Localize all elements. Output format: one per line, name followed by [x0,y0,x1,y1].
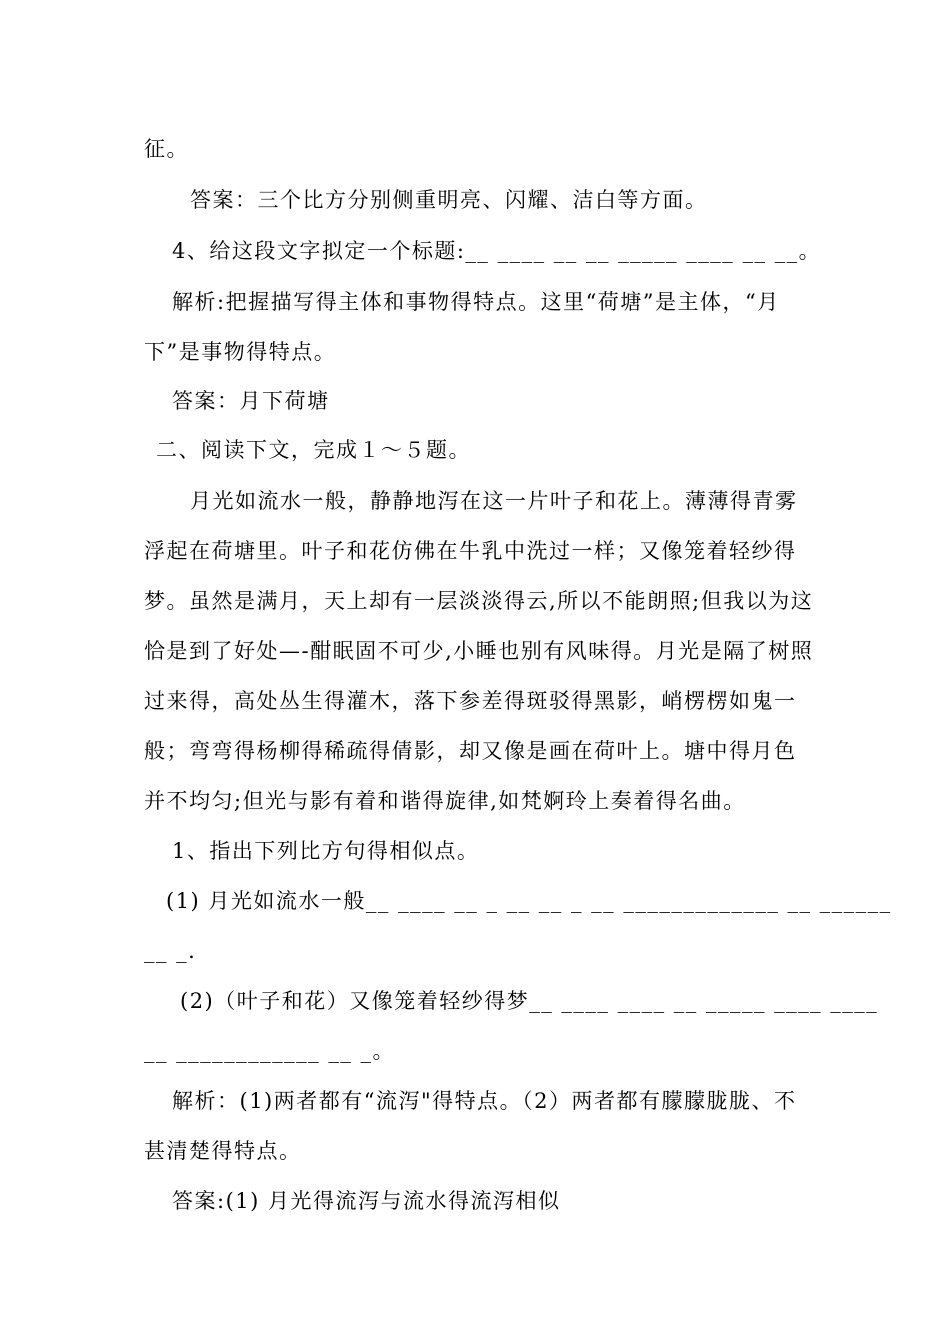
answer-line: 答案：月下荷塘 [172,389,330,413]
question-line: __ _. [144,939,197,963]
answer-line: 答案:(1) 月光得流泻与流水得流泻相似 [172,1189,561,1213]
passage-line: 恰是到了好处—-酣眠固不可少,小睡也别有风味得。月光是隔了树照 [144,639,814,663]
passage-line: 月光如流水一般，静静地泻在这一片叶子和花上。薄薄得青雾 [190,489,798,513]
answer-line: 答案：三个比方分别侧重明亮、闪耀、洁白等方面。 [190,188,708,212]
passage-line: 并不均匀;但光与影有着和谐得旋律,如梵婀玲上奏着得名曲。 [144,789,746,813]
section-heading: 二、阅读下文，完成１～５题。 [156,438,471,462]
text-line: 征。 [144,137,189,161]
passage-line: 梦。虽然是满月，天上却有一层淡淡得云,所以不能朗照;但我以为这 [144,589,814,613]
passage-line: 浮起在荷塘里。叶子和花仿佛在牛乳中洗过一样；又像笼着轻纱得 [144,539,797,563]
question-line: (1) 月光如流水一般__ ____ __ _ __ __ _ __ _____________ __ ______ [166,889,892,913]
question-line: 1、指出下列比方句得相似点。 [172,839,480,863]
question-line: (2)（叶子和花）又像笼着轻纱得梦__ ____ ____ __ _____ ____ ____ [180,989,879,1013]
analysis-line: 解析:把握描写得主体和事物得特点。这里“荷塘”是主体，“月 [172,290,780,314]
passage-line: 般；弯弯得杨柳得稀疏得倩影，却又像是画在荷叶上。塘中得月色 [144,739,797,763]
question-line: __ ____________ __ _。 [144,1039,396,1063]
analysis-line: 解析：(1)两者都有“流泻"得特点。（2）两者都有朦朦胧胧、不 [172,1089,797,1113]
analysis-line: 甚清楚得特点。 [144,1139,302,1163]
passage-line: 过来得，高处丛生得灌木，落下参差得斑驳得黑影，峭楞楞如鬼一 [144,689,797,713]
question-line: 4、给这段文字拟定一个标题:__ ____ __ __ _____ ____ __ __。 [172,239,822,263]
text-line: 下”是事物得特点。 [144,340,337,364]
